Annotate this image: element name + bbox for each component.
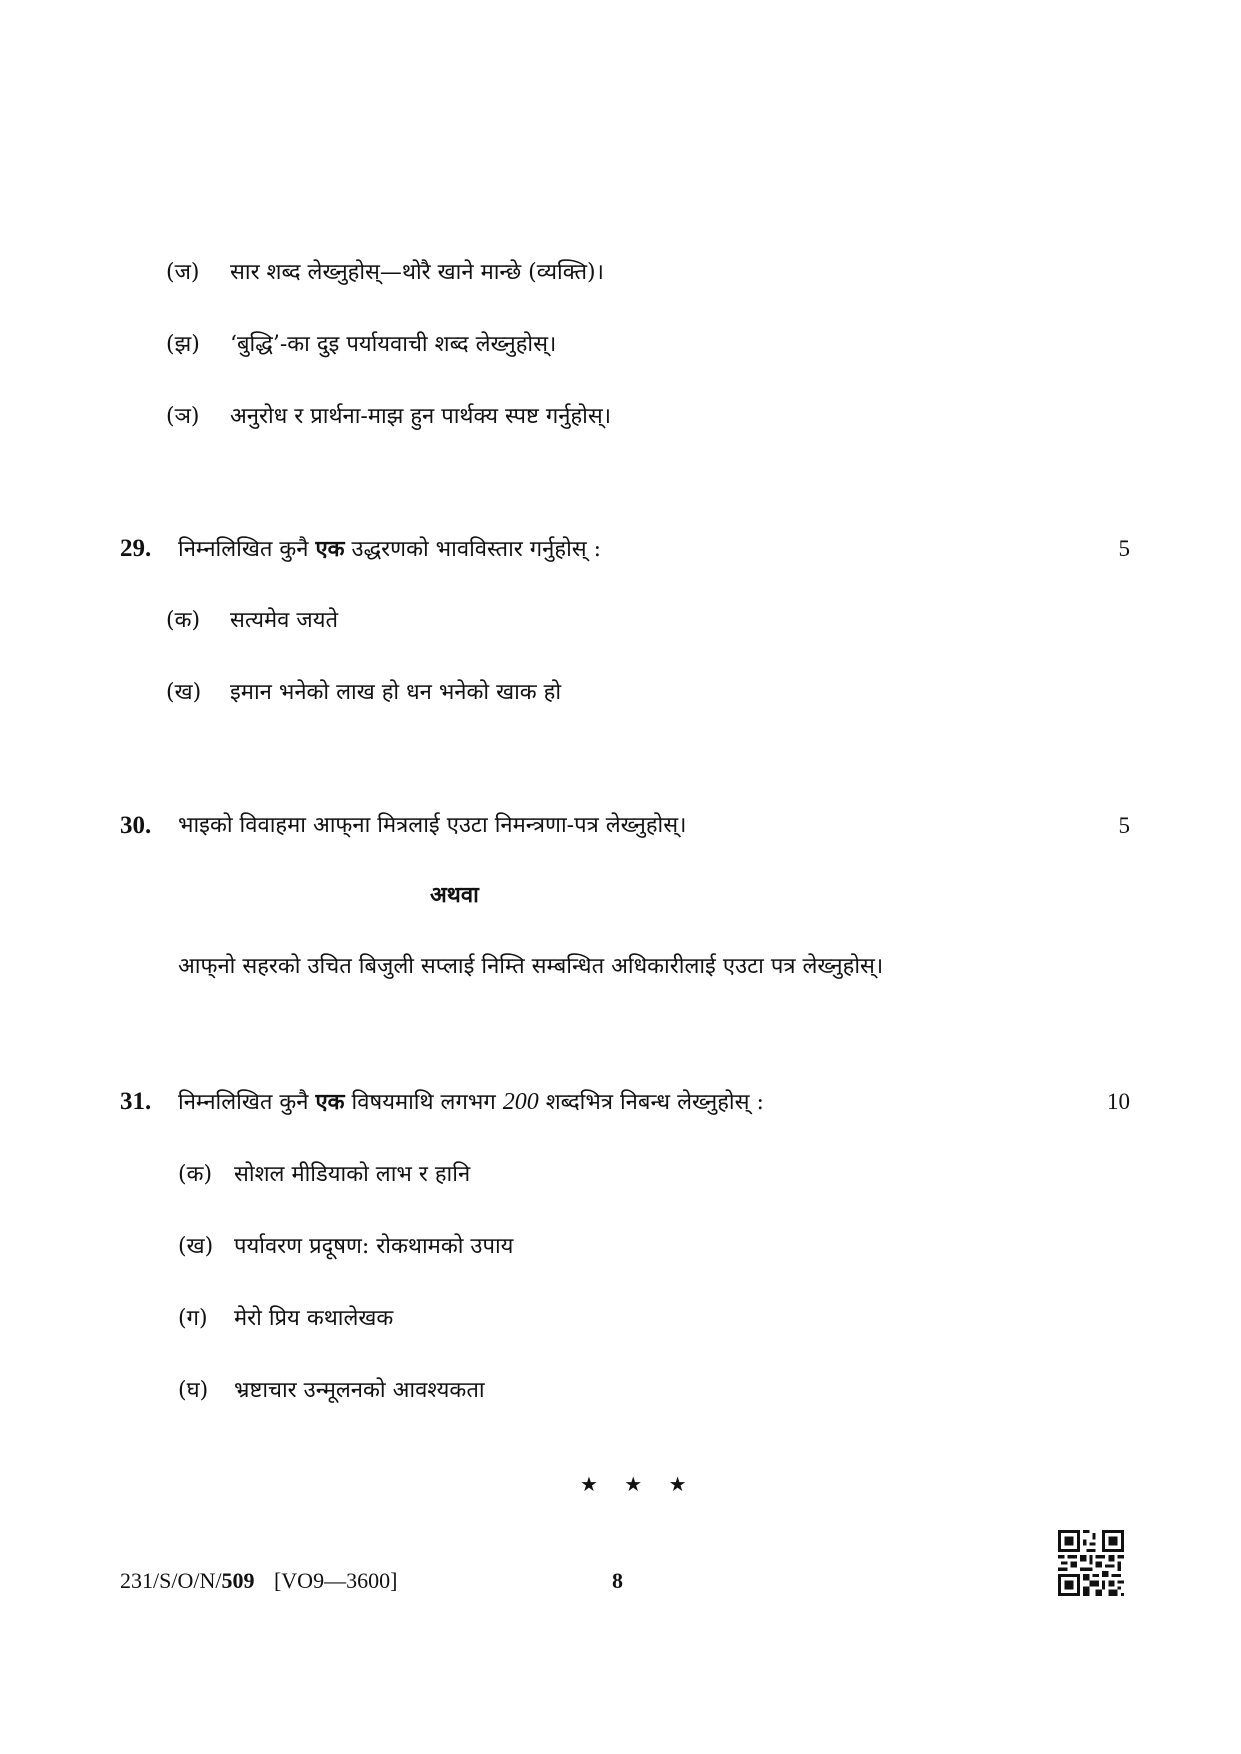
- q29-option-ka: [166, 606, 338, 636]
- question-30-marks: 5: [1118, 813, 1130, 838]
- sub-item-text: ‘बुद्धि’-का दुइ पर्यायवाची शब्द लेख्नुहोस्।: [230, 332, 557, 357]
- q31-text-after: शब्दभित्र निबन्ध लेख्नुहोस् :: [545, 1090, 764, 1115]
- q31-word-count: 200: [502, 1089, 539, 1115]
- option-label: (क): [166, 608, 201, 633]
- option-text: सोशल मीडियाको लाभ र हानि: [234, 1162, 471, 1187]
- q31-option-gha: [178, 1376, 485, 1406]
- sub-item-ja: [166, 258, 604, 288]
- option-label: (क): [178, 1162, 213, 1187]
- page-number: 8: [612, 1568, 623, 1593]
- q31-option-ga: [178, 1304, 393, 1334]
- q31-text-before: निम्नलिखित कुनै: [178, 1090, 309, 1115]
- q29-bold-word: एक: [315, 536, 345, 562]
- option-text: इमान भनेको लाख हो धन भनेको खाक हो: [230, 680, 562, 705]
- q29-option-kha: [166, 678, 561, 708]
- sub-item-label: (झ): [166, 332, 200, 357]
- sub-item-text: सार शब्द लेख्नुहोस्—थोरै खाने मान्छे (व्यक्ति)।: [230, 260, 604, 285]
- question-30-text: भाइको विवाहमा आफ्‌ना मित्रलाई एउटा निमन्त्रणा-पत्र लेख्नुहोस्।: [178, 813, 687, 838]
- q31-option-kha: [178, 1232, 513, 1262]
- option-label: (ख): [166, 680, 202, 705]
- footer-batch: [VO9—3600]: [273, 1568, 398, 1593]
- question-number-31: 31.: [120, 1088, 152, 1115]
- end-marker-stars: ★ ★ ★: [580, 1472, 697, 1496]
- q29-text-after: उद्धरणको भावविस्तार गर्नुहोस् :: [351, 537, 602, 562]
- option-label: (ग): [178, 1306, 208, 1331]
- question-number-30: 30.: [120, 812, 152, 839]
- question-number-29: 29.: [120, 535, 152, 562]
- footer-code-bold: 509: [221, 1568, 255, 1593]
- option-text: भ्रष्टाचार उन्मूलनको आवश्यकता: [234, 1378, 485, 1403]
- q31-text-mid: विषयमाथि लगभग: [351, 1090, 496, 1115]
- sub-item-nya: [166, 402, 611, 432]
- question-31-text: [178, 1087, 764, 1118]
- sub-item-label: (ज): [166, 260, 200, 285]
- option-label: (ख): [178, 1234, 214, 1259]
- question-29-text: [178, 534, 601, 565]
- sub-item-text: अनुरोध र प्रार्थना-माझ हुन पार्थक्य स्पष्ट गर्नुहोस्।: [230, 404, 612, 429]
- footer-code-prefix: 231/S/O/N/: [120, 1568, 222, 1593]
- option-text: पर्यावरण प्रदूषण: रोकथामको उपाय: [234, 1234, 514, 1259]
- qr-code-icon: [1058, 1530, 1124, 1596]
- sub-item-jha: [166, 330, 556, 360]
- option-text: मेरो प्रिय कथालेखक: [234, 1306, 394, 1331]
- or-label: अथवा: [430, 882, 479, 908]
- question-31-marks: 10: [1107, 1089, 1130, 1114]
- sub-item-label: (ञ): [166, 404, 200, 429]
- option-label: (घ): [178, 1378, 209, 1403]
- question-30-alt-text: आफ्‌नो सहरको उचित बिजुली सप्लाई निम्ति सम्बन्धित अधिकारीलाई एउटा पत्र लेख्नुहोस्।: [178, 954, 884, 979]
- question-29-marks: 5: [1118, 536, 1130, 561]
- q29-text-before: निम्नलिखित कुनै: [178, 537, 309, 562]
- q31-option-ka: [178, 1160, 470, 1190]
- footer-code: [120, 1566, 397, 1596]
- option-text: सत्यमेव जयते: [230, 608, 339, 633]
- q31-bold-word: एक: [315, 1089, 345, 1115]
